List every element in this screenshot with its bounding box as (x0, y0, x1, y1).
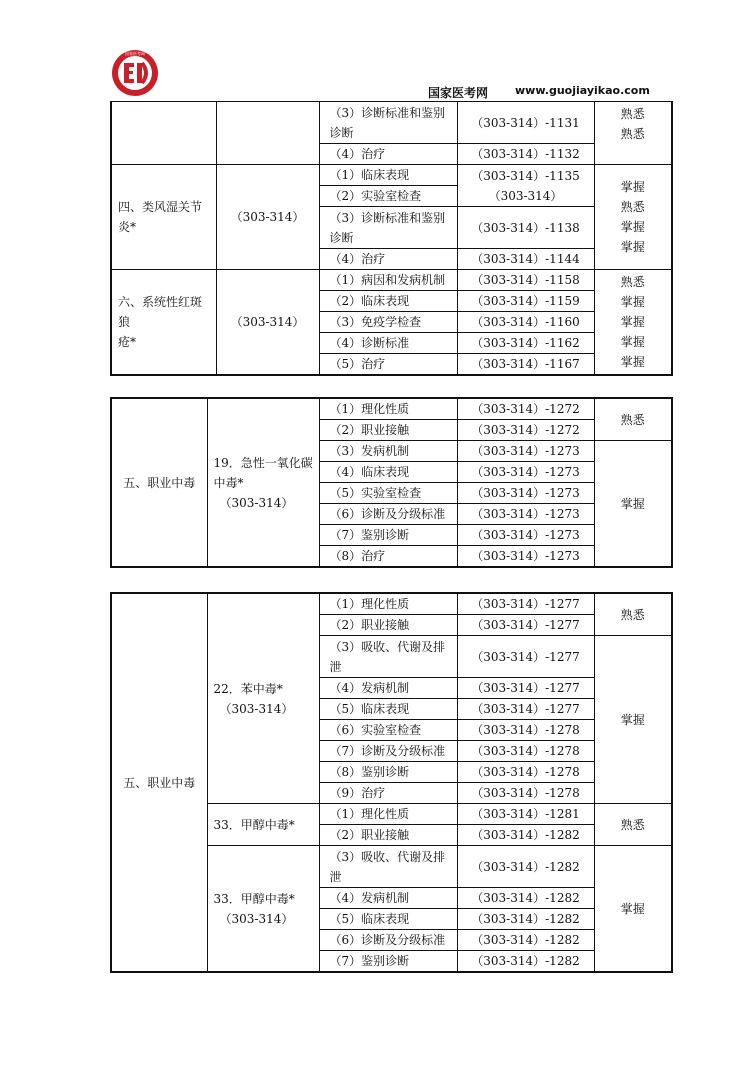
item-cell: （1）理化性质 (319, 593, 457, 615)
item-cell: （2）实验室检查 (319, 186, 457, 207)
level-cell: 熟悉 (594, 398, 672, 441)
category-cell: 五、职业中毒 (111, 593, 207, 972)
item-cell: （2）临床表现 (319, 291, 457, 312)
item-cell: （3）诊断标准和鉴别诊断 (319, 207, 457, 249)
code-cell: （303-314）-1281 (457, 804, 594, 825)
code-cell: （303-314）-1277 (457, 699, 594, 720)
item-cell: （3）发病机制 (319, 441, 457, 462)
level-cell: 掌握 熟悉 掌握 掌握 (594, 165, 672, 270)
item-cell: （2）职业接触 (319, 420, 457, 441)
item-cell: （1）病因和发病机制 (319, 270, 457, 291)
code-cell: （303-314）-1138 (457, 207, 594, 249)
code-cell: （303-314）-1277 (457, 615, 594, 636)
logo-text: 国家医考网 (125, 51, 145, 56)
item-cell: （1）理化性质 (319, 804, 457, 825)
item-cell: （7）鉴别诊断 (319, 951, 457, 973)
code-cell: （303-314）-1167 (457, 354, 594, 376)
disease-cell: 19．急性一氧化碳中毒* （303-314） (207, 398, 319, 567)
item-cell: （9）治疗 (319, 783, 457, 804)
item-cell: （4）诊断标准 (319, 333, 457, 354)
item-cell: （5）治疗 (319, 354, 457, 376)
item-cell: （5）临床表现 (319, 699, 457, 720)
disease-cell: 33．甲醇中毒* （303-314） (207, 846, 319, 973)
disease-cell: 四、类风湿关节炎* (111, 165, 216, 270)
item-cell: （3）免疫学检查 (319, 312, 457, 333)
header-title: 国家医考网 (428, 86, 489, 100)
level-cell: 掌握 (594, 846, 672, 973)
empty-cell (111, 102, 216, 165)
code-group-cell: （303-314） (216, 165, 319, 270)
item-cell: （4）发病机制 (319, 888, 457, 909)
item-cell: （4）治疗 (319, 144, 457, 165)
code-cell: （303-314）-1160 (457, 312, 594, 333)
level-cell: 熟悉 掌握 掌握 掌握 掌握 (594, 270, 672, 376)
table-row (111, 165, 672, 186)
table-row (111, 102, 672, 144)
table-row (111, 398, 672, 420)
item-cell: （5）临床表现 (319, 909, 457, 930)
item-cell: （4）临床表现 (319, 462, 457, 483)
disease-cell: 22．苯中毒* （303-314） (207, 593, 319, 804)
code-cell: （303-314）-1273 (457, 525, 594, 546)
level-cell: 熟悉 熟悉 (594, 102, 672, 165)
item-cell: （6）实验室检查 (319, 720, 457, 741)
header-url[interactable]: www.guojiayikao.com (515, 84, 650, 97)
code-cell: （303-314）-1278 (457, 783, 594, 804)
item-cell: （4）发病机制 (319, 678, 457, 699)
code-cell: （303-314）-1282 (457, 846, 594, 888)
code-cell: （303-314）-1273 (457, 462, 594, 483)
item-cell: （8）鉴别诊断 (319, 762, 457, 783)
item-cell: （3）诊断标准和鉴别诊断 (319, 102, 457, 144)
code-cell: （303-314）-1282 (457, 909, 594, 930)
level-cell: 掌握 (594, 441, 672, 568)
item-cell: （5）实验室检查 (319, 483, 457, 504)
item-cell: （7）诊断及分级标准 (319, 741, 457, 762)
table-occupational-poisoning (110, 592, 673, 973)
table-co-poisoning (110, 397, 673, 568)
code-cell: （303-314）-1159 (457, 291, 594, 312)
code-cell: （303-314）-1135 （303-314） (457, 165, 594, 207)
level-cell: 掌握 (594, 636, 672, 804)
code-cell: （303-314）-1282 (457, 888, 594, 909)
disease-cell: 33．甲醇中毒* (207, 804, 319, 846)
item-cell: （3）吸收、代谢及排泄 (319, 636, 457, 678)
level-cell: 熟悉 (594, 804, 672, 846)
code-cell: （303-314）-1273 (457, 546, 594, 568)
code-cell: （303-314）-1158 (457, 270, 594, 291)
table-row (111, 593, 672, 615)
item-cell: （6）诊断及分级标准 (319, 504, 457, 525)
logo-icon (110, 48, 160, 98)
code-cell: （303-314）-1272 (457, 398, 594, 420)
code-group-cell: （303-314） (216, 270, 319, 376)
code-cell: （303-314）-1277 (457, 593, 594, 615)
code-cell: （303-314）-1273 (457, 483, 594, 504)
disease-cell: 六、系统性红斑狼 疮* (111, 270, 216, 376)
item-cell: （1）临床表现 (319, 165, 457, 186)
item-cell: （2）职业接触 (319, 615, 457, 636)
code-cell: （303-314）-1277 (457, 636, 594, 678)
code-cell: （303-314）-1278 (457, 741, 594, 762)
code-cell: （303-314）-1273 (457, 504, 594, 525)
code-cell: （303-314）-1132 (457, 144, 594, 165)
item-cell: （7）鉴别诊断 (319, 525, 457, 546)
code-cell: （303-314）-1278 (457, 762, 594, 783)
code-cell: （303-314）-1282 (457, 930, 594, 951)
category-cell: 五、职业中毒 (111, 398, 207, 567)
code-cell: （303-314）-1277 (457, 678, 594, 699)
code-cell: （303-314）-1131 (457, 102, 594, 144)
item-cell: （3）吸收、代谢及排泄 (319, 846, 457, 888)
code-cell: （303-314）-1282 (457, 825, 594, 846)
level-cell: 熟悉 (594, 593, 672, 636)
code-cell: （303-314）-1144 (457, 249, 594, 270)
empty-cell (216, 102, 319, 165)
item-cell: （8）治疗 (319, 546, 457, 568)
code-cell: （303-314）-1273 (457, 441, 594, 462)
item-cell: （4）治疗 (319, 249, 457, 270)
item-cell: （6）诊断及分级标准 (319, 930, 457, 951)
item-cell: （2）职业接触 (319, 825, 457, 846)
table-row (111, 270, 672, 291)
code-cell: （303-314）-1278 (457, 720, 594, 741)
code-cell: （303-314）-1162 (457, 333, 594, 354)
table-rheumatic (110, 101, 673, 376)
code-cell: （303-314）-1272 (457, 420, 594, 441)
code-cell: （303-314）-1282 (457, 951, 594, 973)
item-cell: （1）理化性质 (319, 398, 457, 420)
